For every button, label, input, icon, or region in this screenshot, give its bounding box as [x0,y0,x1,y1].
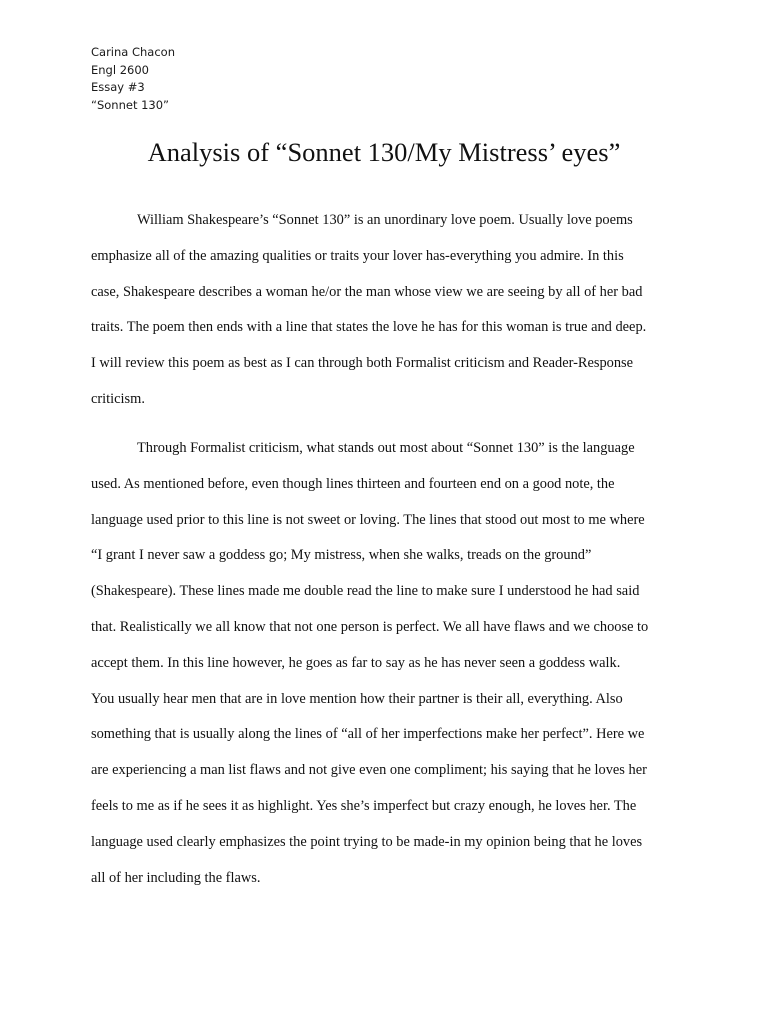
paragraph-line: “I grant I never saw a goddess go; My mistress, when she walks, treads on the ground” [91,547,592,564]
paragraph-line: (Shakespeare). These lines made me double read the line to make sure I understood he had said [91,583,640,600]
paragraph-line: language used prior to this line is not sweet or loving. The lines that stood out most to me where [91,511,645,528]
author-name: Carina Chacon [91,45,176,59]
paragraph-line: accept them. In this line however, he goes as far to say as he has never seen a goddess walk. [91,654,621,671]
paragraph-line: language used clearly emphasizes the point trying to be made-in my opinion being that he loves [91,833,643,850]
work-title: “Sonnet 130” [91,97,170,112]
assignment-label: Essay #3 [91,80,145,94]
paragraph-line: feels to me as if he sees it as highlight. Yes she’s imperfect but crazy enough, he loves her. The [91,797,637,814]
header-block [91,44,175,114]
paragraph-line: case, Shakespeare describes a woman he/or the man whose view we are seeing by all of her bad [91,283,643,300]
paragraph-line: You usually hear men that are in love mention how their partner is their all, everything. Also [91,690,623,707]
paragraph-line: traits. The poem then ends with a line that states the love he has for this woman is true and deep. [91,319,647,336]
paragraph-2 [91,440,681,905]
paragraph-line: used. As mentioned before, even though lines thirteen and fourteen end on a good note, the [91,475,615,492]
paragraph-line: William Shakespeare’s “Sonnet 130” is an unordinary love poem. Usually love poems [137,212,633,228]
paragraph-line: emphasize all of the amazing qualities or traits your lover has-everything you admire. In this [91,247,624,264]
paragraph-1 [91,212,681,427]
paragraph-line: I will review this poem as best as I can through both Formalist criticism and Reader-Response [91,355,634,372]
paragraph-line: that. Realistically we all know that not one person is perfect. We all have flaws and we choose to [91,618,649,635]
paragraph-line: all of her including the flaws. [91,869,261,886]
paragraph-line: are experiencing a man list flaws and not give even one compliment; his saying that he loves her [91,762,647,779]
paragraph-line: something that is usually along the lines of “all of her imperfections make her perfect”. Here we [91,726,645,743]
course-name: Engl 2600 [91,62,149,77]
essay-title: Analysis of “Sonnet 130/My Mistress’ eyes” [147,137,621,167]
paragraph-line: criticism. [91,390,145,407]
paragraph-line: Through Formalist criticism, what stands out most about “Sonnet 130” is the language [137,440,635,456]
